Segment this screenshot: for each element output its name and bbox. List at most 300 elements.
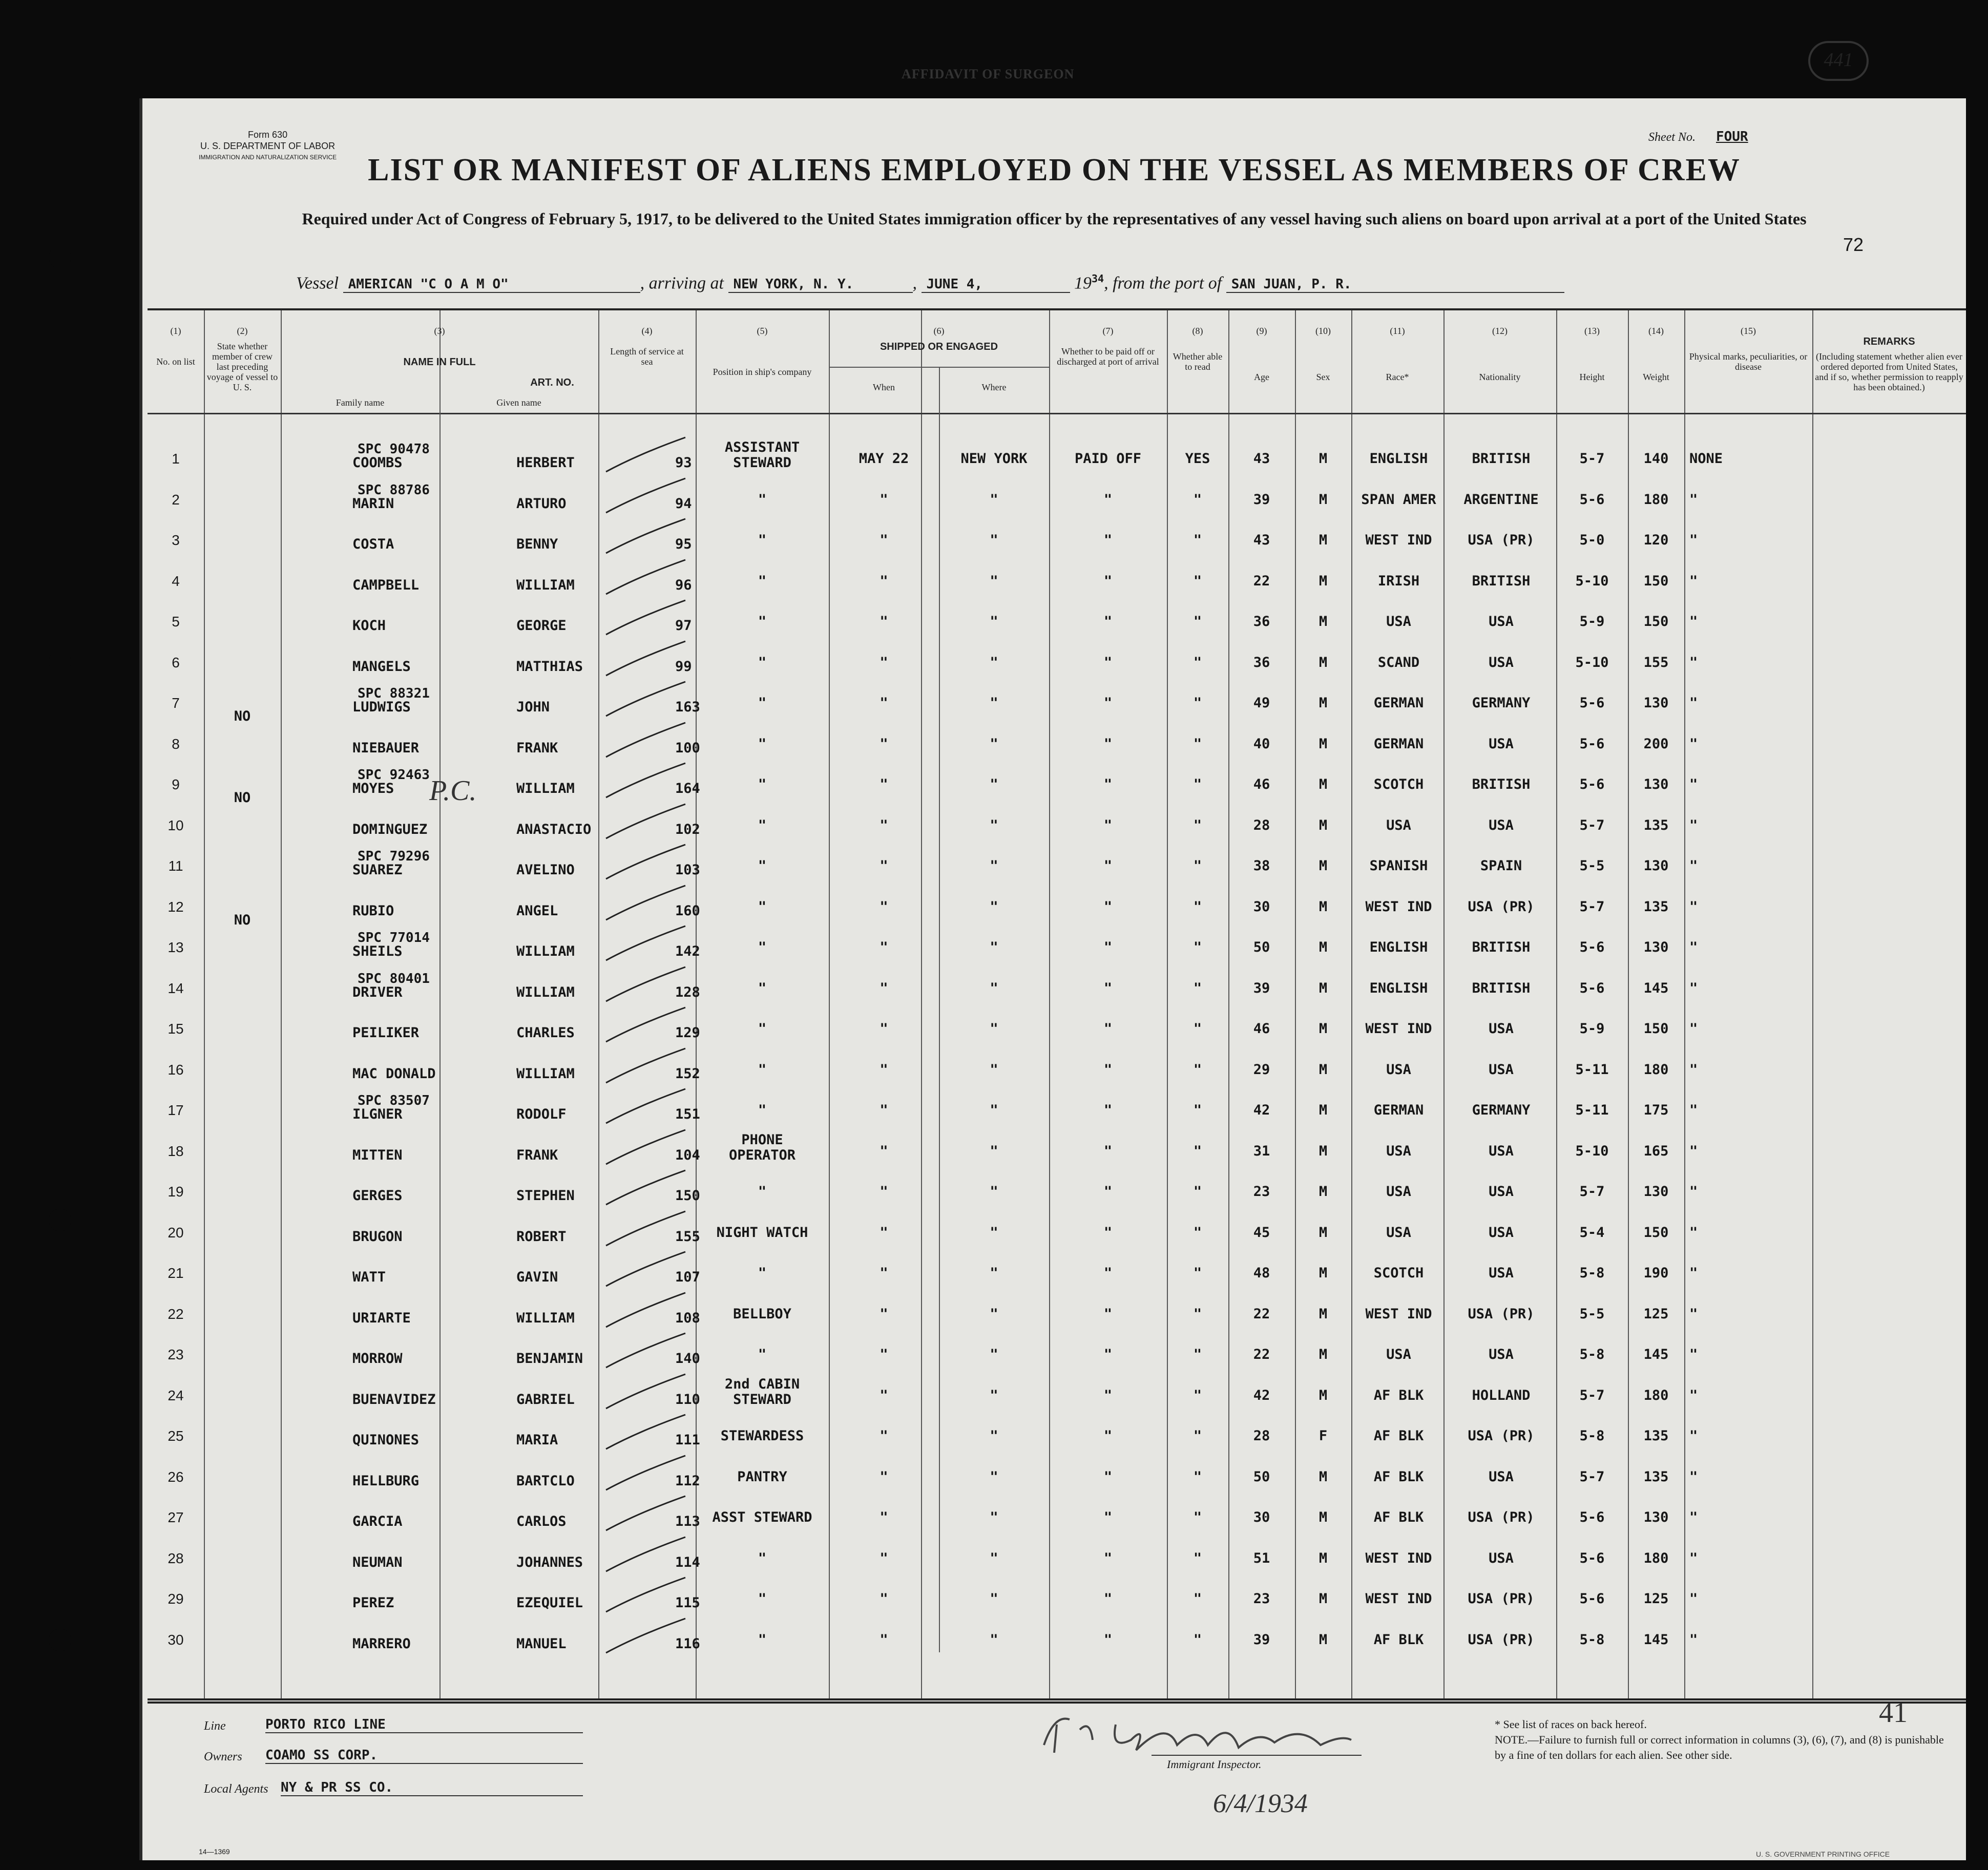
row-given-name: MANUEL (516, 1635, 567, 1652)
punch-hole (49, 1629, 71, 1651)
row-paid-off: " (1103, 654, 1113, 670)
row-art-no: 114 (675, 1554, 700, 1570)
row-nationality: BRITISH (1472, 776, 1531, 792)
row-position: " (758, 1061, 767, 1078)
row-spc-number: SPC 88321 (358, 686, 430, 701)
row-able-to-read: " (1193, 1428, 1202, 1444)
column-divider (1351, 310, 1352, 1698)
row-paid-off: PAID OFF (1074, 451, 1142, 467)
service-pen-stroke (598, 1533, 696, 1574)
line-value: PORTO RICO LINE (265, 1717, 583, 1733)
row-sex: M (1319, 1021, 1328, 1037)
row-art-no: 116 (675, 1635, 700, 1652)
row-shipped-where: " (990, 1591, 998, 1607)
row-physical-marks: " (1689, 1591, 1698, 1607)
column-divider (829, 310, 830, 1698)
row-nationality: USA (1489, 1061, 1514, 1078)
corner-mark: 441 (1808, 41, 1869, 81)
row-physical-marks: " (1689, 1387, 1698, 1403)
arrival-year: 34 (1092, 272, 1104, 285)
row-number: 23 (168, 1347, 184, 1362)
row-prev-voyage: NO (234, 912, 251, 928)
row-paid-off: " (1103, 858, 1113, 874)
row-number: 13 (168, 939, 184, 955)
row-number: 5 (172, 614, 180, 629)
row-physical-marks: " (1689, 736, 1698, 752)
row-weight: 200 (1643, 736, 1669, 752)
manifest-page (139, 98, 1966, 1860)
row-able-to-read: " (1193, 1265, 1202, 1281)
row-shipped-when: " (880, 1265, 888, 1281)
row-art-no: 94 (675, 495, 692, 512)
row-age: 46 (1253, 1021, 1270, 1037)
row-weight: 150 (1643, 573, 1669, 589)
row-art-no: 108 (675, 1310, 700, 1326)
column-divider (939, 367, 940, 1652)
row-sex: M (1319, 695, 1328, 711)
service-pen-stroke (598, 1492, 696, 1533)
row-height: 5-0 (1579, 532, 1605, 548)
header-c13: Height (1579, 372, 1605, 382)
header-c16-sub: (Including statement whether alien ever ordered deported from United States, and if so, whether permission to reapply has been obtained.) (1815, 351, 1963, 392)
service-pen-stroke (598, 433, 696, 474)
row-shipped-when: " (880, 1021, 888, 1037)
row-physical-marks: " (1689, 1468, 1698, 1485)
row-height: 5-10 (1575, 1143, 1609, 1159)
footer-notes: * See list of races on back hereof. NOTE.—Failure to furnish full or correct information in columns (3), (6), (7), and (8) is punishable by a fine of ten dollars for each alien. See other side. (1495, 1718, 1944, 1761)
row-given-name: CHARLES (516, 1025, 575, 1041)
row-weight: 130 (1643, 695, 1669, 711)
row-shipped-when: " (880, 858, 888, 874)
row-sex: M (1319, 614, 1328, 629)
row-sex: M (1319, 1509, 1328, 1525)
row-family-name: QUINONES (352, 1432, 420, 1448)
row-able-to-read: " (1193, 1631, 1202, 1648)
row-given-name: FRANK (516, 1147, 558, 1163)
row-nationality: USA (PR) (1468, 1509, 1535, 1525)
row-given-name: GAVIN (516, 1269, 558, 1285)
row-physical-marks: " (1689, 980, 1698, 996)
row-paid-off: " (1103, 1143, 1113, 1159)
row-shipped-when: " (880, 736, 888, 752)
row-weight: 125 (1643, 1591, 1669, 1607)
row-physical-marks: " (1689, 1509, 1698, 1525)
service-pen-stroke (598, 1248, 696, 1289)
row-shipped-when: " (880, 980, 888, 996)
row-spc-number: SPC 80401 (358, 971, 430, 986)
row-number: 28 (168, 1550, 184, 1566)
row-position: " (758, 736, 767, 752)
row-sex: M (1319, 1468, 1328, 1485)
row-height: 5-6 (1579, 1550, 1605, 1566)
form-number: 14—1369 (199, 1847, 230, 1856)
row-number: 6 (172, 654, 180, 670)
row-height: 5-7 (1579, 898, 1605, 915)
row-number: 11 (168, 858, 183, 874)
row-weight: 180 (1643, 1387, 1669, 1403)
row-race: GERMAN (1373, 736, 1424, 752)
row-paid-off: " (1103, 1265, 1113, 1281)
row-shipped-where: " (990, 1347, 998, 1362)
row-shipped-when: " (880, 1591, 888, 1607)
row-nationality: ARGENTINE (1463, 491, 1539, 508)
row-given-name: BENJAMIN (516, 1351, 583, 1367)
row-nationality: USA (PR) (1468, 1306, 1535, 1322)
row-family-name: BRUGON (352, 1228, 403, 1245)
row-given-name: JOHN (516, 699, 550, 715)
header-c3-given: Given name (496, 397, 541, 408)
row-family-name: PEILIKER (352, 1025, 420, 1041)
row-nationality: USA (1489, 736, 1514, 752)
row-race: WEST IND (1365, 1550, 1432, 1566)
row-sex: M (1319, 1102, 1328, 1118)
row-able-to-read: " (1193, 1184, 1202, 1200)
header-c5-num: (5) (757, 326, 768, 336)
row-paid-off: " (1103, 1509, 1113, 1525)
service-pen-stroke (598, 719, 696, 760)
row-physical-marks: " (1689, 1224, 1698, 1241)
row-position: " (758, 1102, 767, 1118)
row-age: 39 (1253, 1631, 1270, 1648)
row-age: 42 (1253, 1387, 1270, 1403)
row-sex: M (1319, 1184, 1328, 1200)
row-art-no: 151 (675, 1106, 700, 1122)
column-divider (281, 310, 282, 1698)
row-position: " (758, 573, 767, 589)
row-family-name: CAMPBELL (352, 577, 420, 593)
service-pen-stroke (598, 922, 696, 963)
page-title: LIST OR MANIFEST OF ALIENS EMPLOYED ON THE VESSEL AS MEMBERS OF CREW (368, 153, 1741, 187)
row-shipped-where: " (990, 898, 998, 915)
service-pen-stroke (598, 759, 696, 800)
row-number: 18 (168, 1143, 184, 1159)
row-shipped-where: " (990, 1021, 998, 1037)
row-nationality: USA (1489, 1224, 1514, 1241)
row-family-name: MORROW (352, 1351, 403, 1367)
row-family-name: COSTA (352, 536, 394, 552)
row-shipped-where: " (990, 1428, 998, 1444)
row-sex: M (1319, 939, 1328, 955)
row-race: USA (1386, 1184, 1411, 1200)
row-paid-off: " (1103, 614, 1113, 629)
row-paid-off: " (1103, 1387, 1113, 1403)
row-weight: 135 (1643, 898, 1669, 915)
row-number: 26 (168, 1468, 184, 1485)
header-c3-art: ART. NO. (530, 377, 574, 388)
row-shipped-where: " (990, 532, 998, 548)
row-shipped-when: " (880, 532, 888, 548)
header-c14-num: (14) (1648, 326, 1664, 336)
punch-hole (49, 1209, 71, 1231)
service-pen-stroke (598, 1370, 696, 1411)
row-able-to-read: " (1193, 573, 1202, 589)
row-sex: M (1319, 1306, 1328, 1322)
row-family-name: DRIVER (352, 984, 403, 1000)
handwritten-date: 6/4/1934 (1213, 1789, 1308, 1818)
row-able-to-read: " (1193, 817, 1202, 833)
row-nationality: BRITISH (1472, 451, 1531, 467)
row-race: WEST IND (1365, 1591, 1432, 1607)
row-weight: 125 (1643, 1306, 1669, 1322)
row-height: 5-11 (1575, 1102, 1609, 1118)
row-race: SCOTCH (1373, 776, 1424, 792)
service-pen-stroke (598, 596, 696, 637)
row-height: 5-6 (1579, 1509, 1605, 1525)
row-position: " (758, 1631, 767, 1648)
row-paid-off: " (1103, 1102, 1113, 1118)
row-shipped-when: " (880, 1102, 888, 1118)
row-paid-off: " (1103, 939, 1113, 955)
row-sex: M (1319, 654, 1328, 670)
service-pen-stroke (598, 1044, 696, 1085)
row-able-to-read: " (1193, 858, 1202, 874)
row-art-no: 112 (675, 1473, 700, 1489)
row-shipped-when: " (880, 1347, 888, 1362)
service-pen-stroke (598, 841, 696, 881)
row-nationality: USA (1489, 1184, 1514, 1200)
row-physical-marks: " (1689, 898, 1698, 915)
row-nationality: USA (1489, 1347, 1514, 1362)
row-prev-voyage: NO (234, 790, 251, 806)
row-given-name: ANASTACIO (516, 821, 592, 837)
row-sex: M (1319, 1265, 1328, 1281)
row-paid-off: " (1103, 1306, 1113, 1322)
service-pen-stroke (598, 515, 696, 556)
row-number: 10 (168, 817, 184, 833)
column-divider (1443, 310, 1445, 1698)
row-nationality: GERMANY (1472, 1102, 1531, 1118)
row-family-name: DOMINGUEZ (352, 821, 428, 837)
row-family-name: MITTEN (352, 1147, 403, 1163)
row-family-name: COOMBS (352, 455, 403, 471)
row-weight: 135 (1643, 1428, 1669, 1444)
row-family-name: HELLBURG (352, 1473, 420, 1489)
row-race: SCOTCH (1373, 1265, 1424, 1281)
row-sex: M (1319, 776, 1328, 792)
service-pen-stroke (598, 556, 696, 597)
row-paid-off: " (1103, 898, 1113, 915)
row-shipped-where: " (990, 573, 998, 589)
row-position: PHONE (741, 1131, 783, 1148)
row-shipped-where: " (990, 1306, 998, 1322)
row-shipped-when: " (880, 491, 888, 508)
row-shipped-when: " (880, 1509, 888, 1525)
owners-label: Owners (204, 1750, 242, 1763)
row-shipped-when: " (880, 1550, 888, 1566)
row-physical-marks: " (1689, 614, 1698, 629)
row-art-no: 163 (675, 699, 700, 715)
row-weight: 180 (1643, 1061, 1669, 1078)
row-age: 48 (1253, 1265, 1270, 1281)
row-age: 23 (1253, 1591, 1270, 1607)
row-physical-marks: " (1689, 1265, 1698, 1281)
row-shipped-where: " (990, 776, 998, 792)
row-able-to-read: " (1193, 1306, 1202, 1322)
row-position: " (758, 1550, 767, 1566)
row-family-name: MARRERO (352, 1635, 411, 1652)
row-shipped-where: " (990, 1387, 998, 1403)
arrival-port: NEW YORK, N. Y. (728, 277, 913, 293)
row-given-name: HERBERT (516, 455, 575, 471)
header-c3: NAME IN FULL (403, 356, 476, 368)
row-able-to-read: " (1193, 1061, 1202, 1078)
row-weight: 180 (1643, 491, 1669, 508)
row-age: 42 (1253, 1102, 1270, 1118)
row-shipped-where: " (990, 1631, 998, 1648)
header-c6-when: When (873, 382, 895, 392)
vessel-name: AMERICAN "C O A M O" (343, 277, 640, 293)
agents-label: Local Agents (204, 1782, 268, 1796)
row-number: 27 (168, 1509, 184, 1525)
row-height: 5-6 (1579, 1591, 1605, 1607)
header-c2-num: (2) (237, 326, 248, 336)
column-divider (1628, 310, 1629, 1698)
header-c4-num: (4) (641, 326, 653, 336)
row-physical-marks: " (1689, 1428, 1698, 1444)
row-physical-marks: " (1689, 654, 1698, 670)
service-pen-stroke (598, 1411, 696, 1452)
column-divider (440, 387, 441, 1647)
row-nationality: USA (PR) (1468, 1631, 1535, 1648)
row-art-no: 104 (675, 1147, 700, 1163)
row-physical-marks: " (1689, 1347, 1698, 1362)
row-able-to-read: " (1193, 1347, 1202, 1362)
row-physical-marks: " (1689, 1102, 1698, 1118)
row-paid-off: " (1103, 1224, 1113, 1241)
header-c2: State whether member of crew last preceding voyage of vessel to U. S. (206, 341, 278, 392)
handwritten-pc: P.C. (429, 775, 477, 807)
row-shipped-where: " (990, 980, 998, 996)
row-race: AF BLK (1373, 1387, 1424, 1403)
row-shipped-where: " (990, 614, 998, 629)
row-weight: 150 (1643, 614, 1669, 629)
row-able-to-read: " (1193, 736, 1202, 752)
row-position-line2: STEWARD (733, 455, 791, 471)
service-pen-stroke (598, 800, 696, 841)
row-weight: 130 (1643, 1184, 1669, 1200)
row-weight: 130 (1643, 1509, 1669, 1525)
punch-hole (49, 650, 71, 673)
row-position-line2: OPERATOR (728, 1147, 796, 1163)
row-given-name: BENNY (516, 536, 558, 552)
row-age: 38 (1253, 858, 1270, 874)
service-pen-stroke (598, 1126, 696, 1167)
row-race: SPAN AMER (1361, 491, 1436, 508)
row-physical-marks: " (1689, 573, 1698, 589)
row-position: " (758, 1591, 767, 1607)
row-shipped-when: " (880, 573, 888, 589)
header-c16: REMARKS (1863, 336, 1915, 347)
row-physical-marks: " (1689, 695, 1698, 711)
agents-value: NY & PR SS CO. (281, 1780, 583, 1796)
inspector-label: Immigrant Inspector. (1167, 1758, 1262, 1771)
column-divider (204, 310, 205, 1698)
header-c9-num: (9) (1256, 326, 1267, 336)
row-age: 36 (1253, 614, 1270, 629)
row-age: 50 (1253, 1468, 1270, 1485)
row-height: 5-6 (1579, 776, 1605, 792)
subtitle: Required under Act of Congress of February 5, 1917, to be delivered to the United States immigration officer by the representatives of any vessel having such aliens on board upon arrival at a port of the United States (302, 209, 1807, 228)
row-shipped-when: " (880, 654, 888, 670)
row-nationality: USA (PR) (1468, 532, 1535, 548)
row-number: 24 (168, 1387, 184, 1403)
row-height: 5-8 (1579, 1428, 1605, 1444)
row-family-name: GERGES (352, 1188, 403, 1204)
row-weight: 165 (1643, 1143, 1669, 1159)
header-c1: No. on list (156, 356, 195, 367)
row-number: 4 (172, 573, 180, 589)
row-shipped-when: " (880, 1468, 888, 1485)
row-number: 19 (168, 1184, 184, 1200)
row-family-name: LUDWIGS (352, 699, 411, 715)
row-paid-off: " (1103, 695, 1113, 711)
row-sex: M (1319, 532, 1328, 548)
column-divider (696, 310, 697, 1698)
row-nationality: USA (1489, 614, 1514, 629)
row-height: 5-6 (1579, 491, 1605, 508)
row-age: 22 (1253, 1306, 1270, 1322)
header-c13-num: (13) (1584, 326, 1600, 336)
row-shipped-where: " (990, 858, 998, 874)
row-art-no: 102 (675, 821, 700, 837)
row-age: 36 (1253, 654, 1270, 670)
row-nationality: USA (1489, 1143, 1514, 1159)
sheet-number: Sheet No. FOUR (1648, 129, 1748, 144)
row-height: 5-7 (1579, 1387, 1605, 1403)
row-family-name: SHEILS (352, 943, 403, 959)
vessel-line: Vessel AMERICAN "C O A M O" , arriving at NEW YORK, N. Y. , JUNE 4, $19^{34}$, from the port of SAN JUAN, P. R. (296, 272, 1564, 293)
row-sex: M (1319, 491, 1328, 508)
row-art-no: 160 (675, 902, 700, 919)
row-race: ENGLISH (1369, 939, 1428, 955)
row-sex: M (1319, 980, 1328, 996)
row-able-to-read: " (1193, 898, 1202, 915)
column-divider (921, 310, 922, 1698)
row-age: 23 (1253, 1184, 1270, 1200)
row-art-no: 113 (675, 1514, 700, 1529)
row-weight: 130 (1643, 776, 1669, 792)
row-shipped-where: " (990, 1061, 998, 1078)
row-shipped-where: " (990, 654, 998, 670)
row-age: 39 (1253, 491, 1270, 508)
departure-port: SAN JUAN, P. R. (1226, 277, 1564, 293)
service-pen-stroke (598, 678, 696, 719)
row-age: 31 (1253, 1143, 1270, 1159)
row-physical-marks: " (1689, 1306, 1698, 1322)
row-able-to-read: " (1193, 1143, 1202, 1159)
row-given-name: WILLIAM (516, 943, 575, 959)
row-number: 21 (168, 1265, 184, 1281)
row-shipped-when: " (880, 1061, 888, 1078)
row-number: 1 (172, 451, 180, 467)
row-shipped-where: " (990, 939, 998, 955)
row-prev-voyage: NO (234, 708, 251, 724)
row-art-no: 115 (675, 1595, 700, 1611)
row-height: 5-7 (1579, 817, 1605, 833)
row-race: AF BLK (1373, 1468, 1424, 1485)
row-weight: 135 (1643, 817, 1669, 833)
column-divider (1228, 310, 1229, 1698)
row-race: SCAND (1377, 654, 1420, 670)
row-physical-marks: " (1689, 939, 1698, 955)
row-able-to-read: " (1193, 695, 1202, 711)
row-art-no: 140 (675, 1351, 700, 1367)
service-pen-stroke (598, 1085, 696, 1126)
header-c3-num: (3) (434, 326, 445, 336)
row-shipped-where: " (990, 1224, 998, 1241)
row-shipped-where: " (990, 817, 998, 833)
row-family-name: RUBIO (352, 902, 394, 919)
